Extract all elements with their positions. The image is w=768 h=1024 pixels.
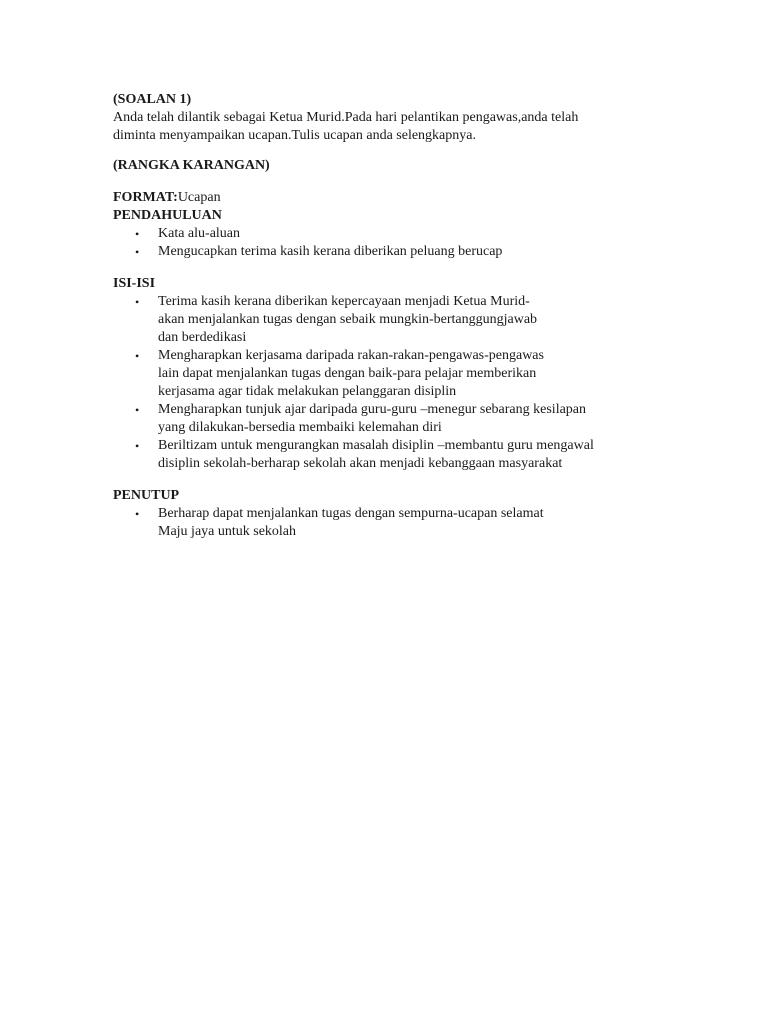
body-list — [113, 293, 673, 473]
bullet-icon — [135, 401, 149, 419]
list-item-text: Mengharapkan tunjuk ajar daripada guru-guru –menegur sebarang kesilapan yang dilakukan-bersedia membaiki kelemahan diri — [158, 402, 587, 435]
bullet-icon — [135, 347, 149, 365]
closing-list — [113, 505, 673, 523]
format-value: Ucapan — [177, 190, 221, 205]
list-item — [113, 347, 673, 401]
list-item-text: Terima kasih kerana diberikan kepercayaan menjadi Ketua Murid- akan menjalankan tugas dengan sebaik mungkin-bertanggungjawab dan berdedikasi — [158, 294, 538, 345]
list-item-text: Kata alu-aluan — [158, 226, 241, 241]
format-label: FORMAT: — [113, 190, 178, 205]
list-item-text: Mengucapkan terima kasih kerana diberikan peluang berucap — [158, 244, 503, 259]
question-line: Anda telah dilantik sebagai Ketua Murid.Pada hari pelantikan pengawas,anda telah — [113, 110, 579, 125]
list-item-text: Berharap dapat menjalankan tugas dengan sempurna-ucapan selamat — [158, 506, 544, 521]
spacer — [113, 473, 673, 487]
closing-heading: PENUTUP — [113, 488, 180, 503]
body-heading: ISI-ISI — [113, 276, 156, 291]
bullet-icon — [135, 225, 149, 243]
list-item — [113, 225, 673, 243]
list-item — [113, 505, 673, 523]
list-item — [113, 401, 673, 437]
list-item-text: Beriltizam untuk mengurangkan masalah disiplin –membantu guru mengawal disiplin sekolah-berharap sekolah akan menjadi kebanggaan masyarakat — [158, 438, 594, 471]
document-content — [113, 91, 673, 541]
list-item-continuation: Maju jaya untuk sekolah — [158, 524, 297, 539]
intro-list — [113, 225, 673, 261]
spacer — [113, 175, 673, 189]
list-item-text: Mengharapkan kerjasama daripada rakan-rakan-pengawas-pengawas lain dapat menjalankan tugas dengan baik-para pelajar memberikan kerjasama agar tidak melakukan pelanggaran disiplin — [158, 348, 544, 399]
bullet-icon — [135, 437, 149, 455]
bullet-icon — [135, 505, 149, 523]
intro-heading: PENDAHULUAN — [113, 208, 222, 223]
spacer — [113, 261, 673, 275]
format-line — [113, 189, 673, 207]
list-item — [113, 437, 673, 473]
outline-heading: (RANGKA KARANGAN) — [113, 158, 270, 173]
list-item — [113, 293, 673, 347]
bullet-icon — [135, 243, 149, 261]
spacer — [113, 145, 673, 157]
question-heading: (SOALAN 1) — [113, 92, 192, 107]
question-line: diminta menyampaikan ucapan.Tulis ucapan anda selengkapnya. — [113, 128, 476, 143]
list-item — [113, 243, 673, 261]
bullet-icon — [135, 293, 149, 311]
